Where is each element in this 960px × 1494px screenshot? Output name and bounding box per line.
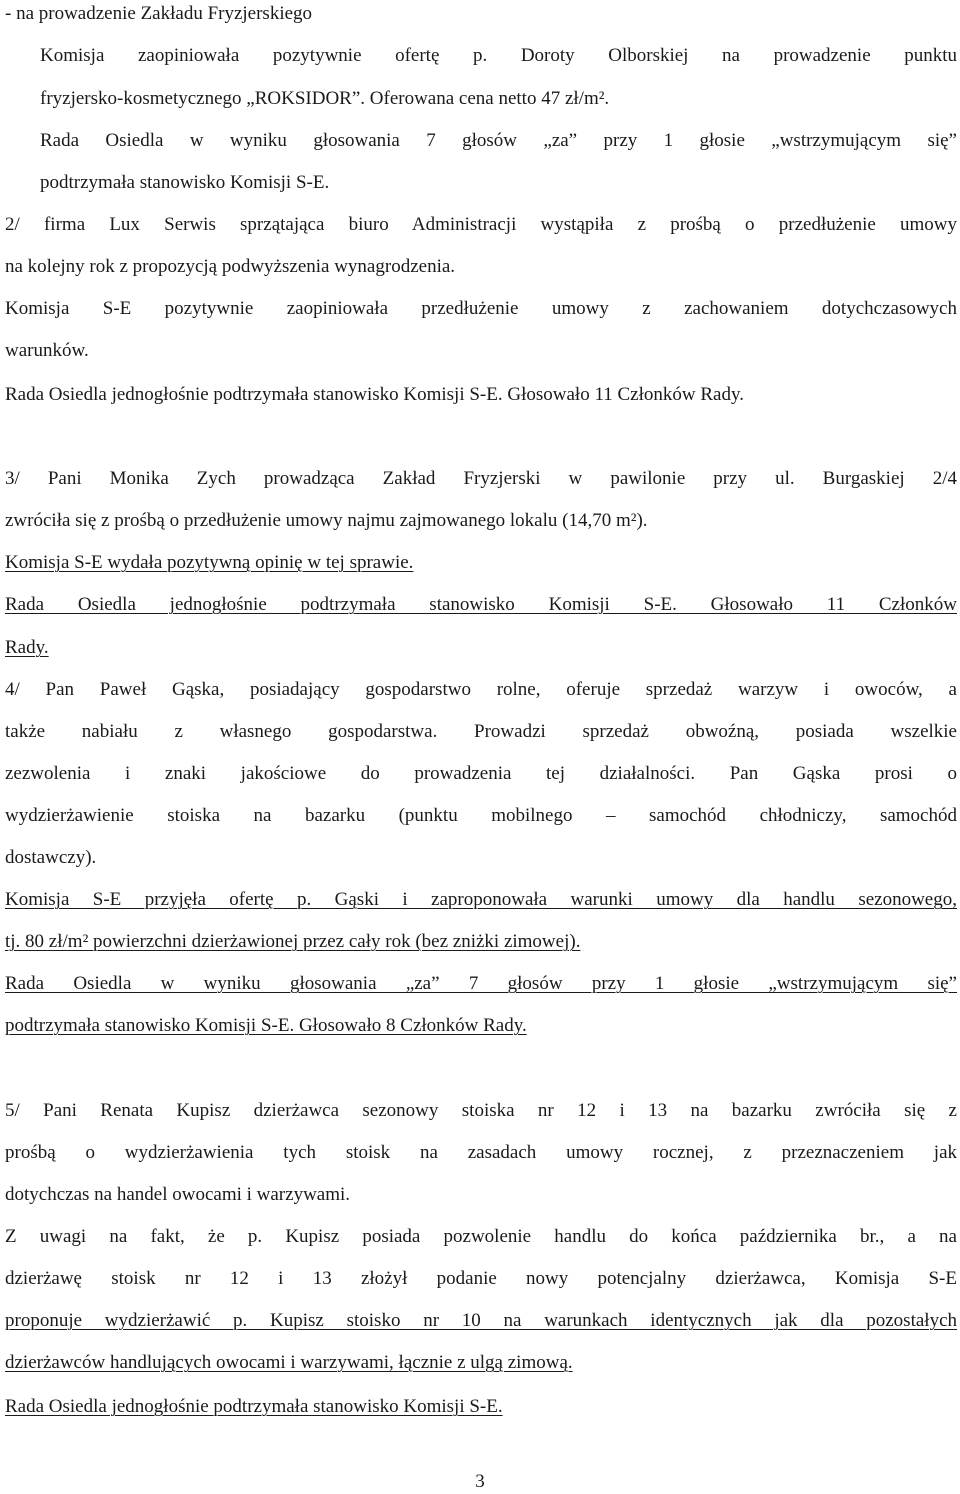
text-line: Rady. <box>5 637 49 658</box>
text-line: Rada Osiedla jednogłośnie podtrzymała stanowisko Komisji S-E. <box>5 1396 503 1417</box>
text-line: 5/ Pani Renata Kupisz dzierżawca sezonowy stoiska nr 12 i 13 na bazarku zwróciła się z <box>5 1100 957 1121</box>
text-line: fryzjersko-kosmetycznego „ROKSIDOR”. Oferowana cena netto 47 zł/m². <box>40 88 610 109</box>
text-line: 3/ Pani Monika Zych prowadząca Zakład Fryzjerski w pawilonie przy ul. Burgaskiej 2/4 <box>5 468 957 489</box>
text-line: Komisja zaopiniowała pozytywnie ofertę p. Doroty Olborskiej na prowadzenie punktu <box>40 45 957 66</box>
text-line: - na prowadzenie Zakładu Fryzjerskiego <box>5 3 313 24</box>
text-line: tj. 80 zł/m² powierzchni dzierżawionej przez cały rok (bez zniżki zimowej). <box>5 931 581 952</box>
text-line: podtrzymała stanowisko Komisji S-E. <box>40 172 330 193</box>
text-line: Komisja S-E wydała pozytywną opinię w tej sprawie. <box>5 552 414 573</box>
text-line: zezwolenia i znaki jakościowe do prowadzenia tej działalności. Pan Gąska prosi o <box>5 763 957 784</box>
text-line: 4/ Pan Paweł Gąska, posiadający gospodarstwo rolne, oferuje sprzedaż warzyw i owoców, a <box>5 679 957 700</box>
text-line: dzierżawę stoisk nr 12 i 13 złożył podanie nowy potencjalny dzierżawca, Komisja S-E <box>5 1268 957 1289</box>
text-line: warunków. <box>5 340 89 361</box>
text-line: 2/ firma Lux Serwis sprzątająca biuro Administracji wystąpiła z prośbą o przedłużenie umowy <box>5 214 957 235</box>
text-line: Rada Osiedla w wyniku głosowania „za” 7 głosów przy 1 głosie „wstrzymującym się” <box>5 973 957 994</box>
text-line: Z uwagi na fakt, że p. Kupisz posiada pozwolenie handlu do końca października br., a na <box>5 1226 957 1247</box>
text-line: Komisja S-E przyjęła ofertę p. Gąski i zaproponowała warunki umowy dla handlu sezonowego, <box>5 889 957 910</box>
text-line: wydzierżawienie stoiska na bazarku (punktu mobilnego – samochód chłodniczy, samochód <box>5 805 957 826</box>
text-line: Rada Osiedla jednogłośnie podtrzymała stanowisko Komisji S-E. Głosowało 11 Członków Rady. <box>5 384 744 405</box>
text-line: dotychczas na handel owocami i warzywami. <box>5 1184 351 1205</box>
text-line: zwróciła się z prośbą o przedłużenie umowy najmu zajmowanego lokalu (14,70 m²). <box>5 510 648 531</box>
page-number: 3 <box>475 1471 485 1492</box>
text-line: także nabiału z własnego gospodarstwa. Prowadzi sprzedaż obwoźną, posiada wszelkie <box>5 721 957 742</box>
text-line: Rada Osiedla jednogłośnie podtrzymała stanowisko Komisji S-E. Głosowało 11 Członków <box>5 594 957 615</box>
text-line: dzierżawców handlujących owocami i warzywami, łącznie z ulgą zimową. <box>5 1352 573 1373</box>
text-line: proponuje wydzierżawić p. Kupisz stoisko nr 10 na warunkach identycznych jak dla pozostałych <box>5 1310 957 1331</box>
text-line: Rada Osiedla w wyniku głosowania 7 głosów „za” przy 1 głosie „wstrzymującym się” <box>40 130 957 151</box>
text-line: na kolejny rok z propozycją podwyższenia wynagrodzenia. <box>5 256 456 277</box>
text-line: Komisja S-E pozytywnie zaopiniowała przedłużenie umowy z zachowaniem dotychczasowych <box>5 298 957 319</box>
text-line: prośbą o wydzierżawienia tych stoisk na zasadach umowy rocznej, z przeznaczeniem jak <box>5 1142 957 1163</box>
text-line: podtrzymała stanowisko Komisji S-E. Głosowało 8 Członków Rady. <box>5 1015 527 1036</box>
text-line: dostawczy). <box>5 847 97 868</box>
